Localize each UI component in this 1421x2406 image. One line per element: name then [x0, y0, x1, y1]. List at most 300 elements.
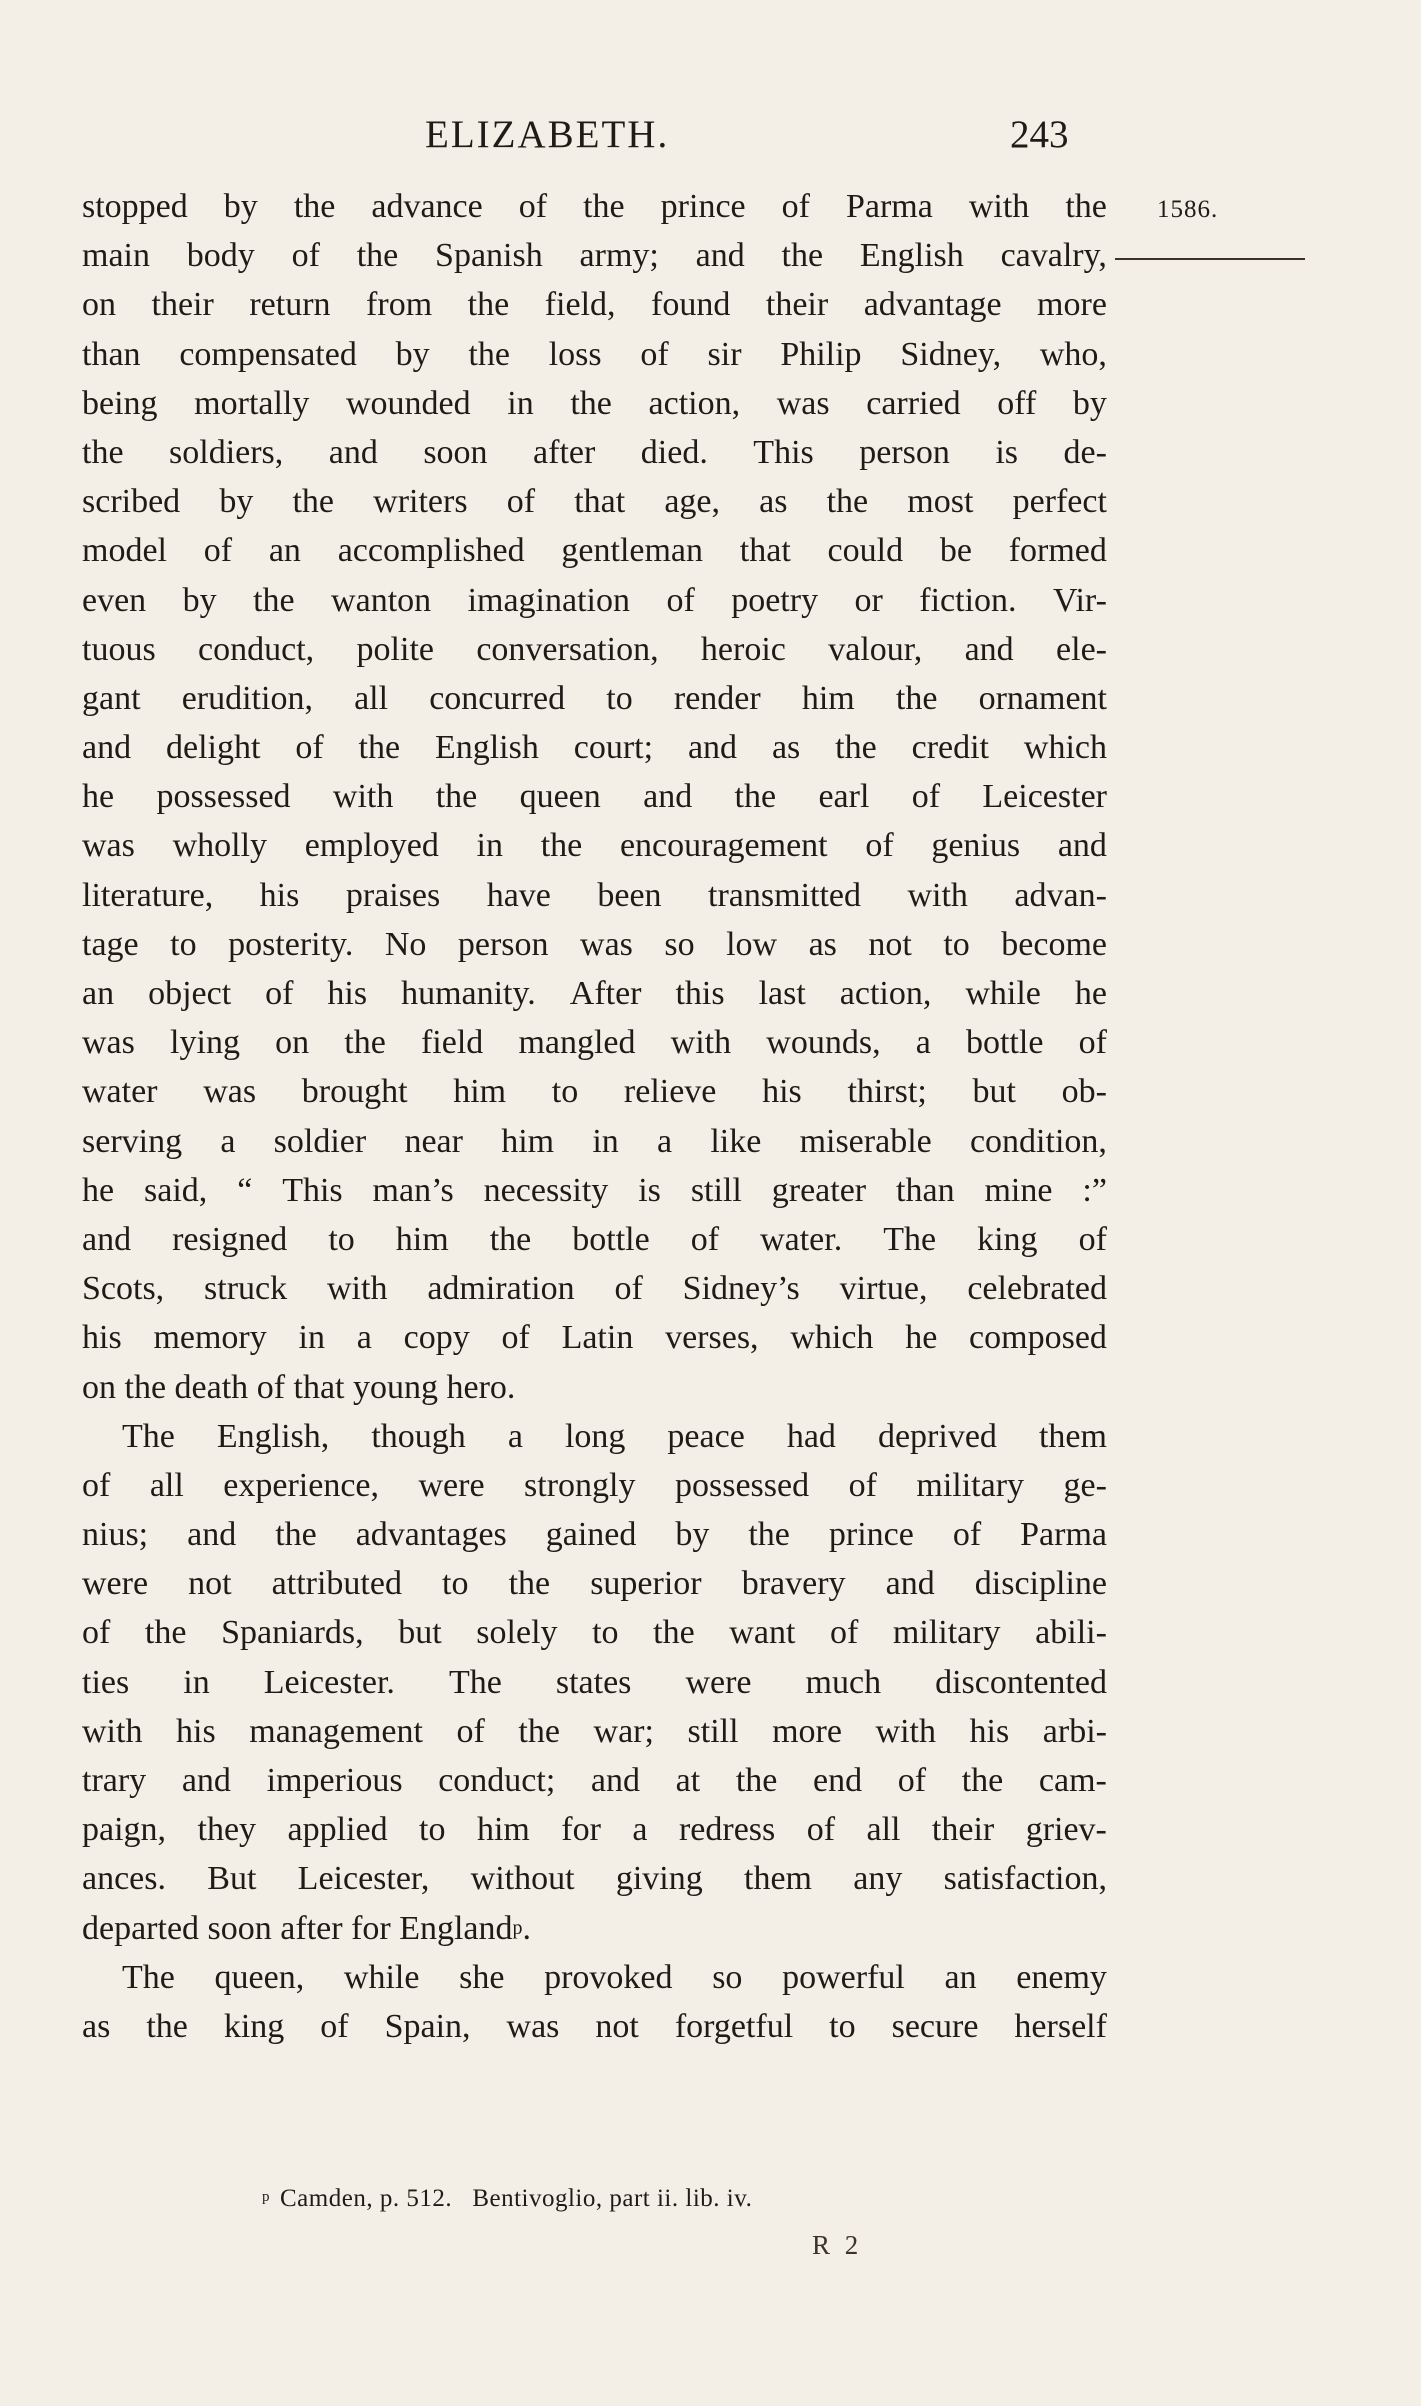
word: person: [457, 925, 549, 963]
word: lying: [170, 1024, 240, 1062]
word: low: [726, 925, 778, 963]
word: carried: [866, 384, 961, 422]
text-line: [82, 674, 1107, 723]
word: military: [916, 1466, 1025, 1504]
word: military: [892, 1614, 1001, 1652]
word: wounded: [346, 384, 471, 422]
word: forgetful: [674, 2007, 794, 2045]
word: all: [866, 1811, 901, 1849]
word: by: [219, 483, 254, 521]
word: compensated: [179, 335, 357, 373]
word: even: [82, 581, 147, 619]
word: wholly: [172, 827, 268, 865]
word: said,: [144, 1171, 208, 1209]
word: After: [569, 975, 642, 1012]
word: of: [320, 2007, 349, 2045]
word: him: [476, 1811, 530, 1849]
word: with: [875, 1712, 936, 1750]
word: of: [806, 1811, 836, 1849]
word: condition,: [969, 1122, 1107, 1160]
word: field: [420, 1024, 484, 1062]
word: Leicester.: [263, 1663, 395, 1701]
word: resigned: [172, 1220, 288, 1258]
text-line: [82, 772, 1107, 821]
word: the: [518, 1712, 560, 1750]
word: for: [351, 1909, 400, 1947]
word: of: [82, 1466, 111, 1504]
text-line: [82, 969, 1107, 1018]
word: mine: [984, 1171, 1053, 1209]
word: But: [207, 1860, 257, 1898]
word: heroic: [700, 630, 786, 668]
word: the: [781, 237, 824, 275]
word: of: [640, 335, 669, 373]
word: queen: [519, 778, 601, 816]
word: of: [518, 188, 548, 225]
word: the: [653, 1614, 695, 1652]
word: of: [1078, 1024, 1107, 1062]
word: “: [237, 1171, 253, 1209]
word: as: [808, 925, 837, 963]
word: than: [896, 1171, 955, 1209]
word: nius;: [82, 1516, 149, 1554]
word: humanity.: [401, 975, 536, 1012]
word: is: [638, 1171, 661, 1209]
word: valour,: [828, 630, 923, 668]
word: applied: [287, 1811, 388, 1849]
word: with: [82, 1712, 143, 1750]
word: with: [670, 1024, 732, 1062]
word: could: [827, 532, 904, 570]
word: provoked: [544, 1958, 673, 1996]
word: by: [675, 1516, 710, 1554]
word: redress: [678, 1811, 776, 1849]
word: that: [739, 532, 791, 570]
word: queen,: [214, 1958, 305, 1996]
word: advantages: [355, 1516, 507, 1554]
word: him: [801, 679, 855, 717]
word: English: [434, 729, 539, 767]
word: Leicester,: [297, 1860, 430, 1898]
word: so: [664, 925, 695, 963]
word: verses,: [665, 1319, 759, 1357]
word: secure: [891, 2007, 979, 2045]
word: off: [997, 384, 1037, 422]
word: ge-: [1063, 1466, 1107, 1504]
text-line: [82, 1904, 1107, 1953]
word: to: [170, 925, 197, 963]
word: not: [595, 2007, 639, 2045]
word: the: [292, 483, 335, 521]
word: in: [592, 1122, 619, 1160]
footnote: [262, 2185, 752, 2213]
word: but: [972, 1073, 1016, 1111]
word: to: [442, 1565, 469, 1603]
word: were: [685, 1663, 752, 1701]
word: loss: [548, 335, 602, 373]
word: Philip: [780, 335, 862, 373]
word: The: [122, 1958, 175, 1996]
word: Vir-: [1052, 581, 1107, 619]
text-line: [82, 1510, 1107, 1559]
word: a: [632, 1811, 648, 1849]
word: a: [915, 1024, 931, 1062]
word: transmitted: [708, 876, 861, 914]
word: sir: [707, 335, 742, 373]
word: return: [249, 286, 331, 324]
word: to: [829, 2007, 856, 2045]
word: Scots,: [82, 1270, 165, 1308]
word: was: [580, 925, 633, 963]
word: ances.: [82, 1860, 167, 1898]
text-line: [82, 2002, 1107, 2051]
word: while: [343, 1958, 420, 1996]
word: object: [148, 975, 232, 1012]
word: of: [265, 975, 294, 1012]
word: and: [964, 630, 1014, 668]
word: him: [395, 1220, 449, 1258]
word: the: [489, 1220, 532, 1258]
word: the: [275, 1516, 317, 1554]
word: from: [366, 286, 433, 324]
word: of: [456, 1712, 485, 1750]
text-line: [82, 1412, 1107, 1461]
word: was: [82, 1024, 135, 1062]
word: was: [506, 2007, 560, 2045]
word: them: [744, 1860, 812, 1898]
word: Spanish: [435, 237, 543, 275]
word: struck: [204, 1270, 288, 1308]
text-line: [82, 1559, 1107, 1608]
word: age,: [664, 483, 720, 521]
word: action,: [648, 384, 741, 422]
word: griev-: [1025, 1811, 1107, 1849]
word: wounds,: [766, 1024, 881, 1062]
word: found: [651, 286, 731, 324]
word: any: [853, 1860, 903, 1898]
word: more: [1037, 286, 1107, 324]
word: Parma: [1020, 1516, 1107, 1554]
word: soon: [207, 1909, 281, 1947]
word: bravery: [741, 1565, 846, 1603]
word: advance: [371, 188, 483, 225]
text-line: [82, 625, 1107, 674]
text-line: [82, 871, 1107, 920]
word: army;: [579, 237, 659, 275]
word: imagination: [467, 581, 630, 619]
word: accomplished: [337, 532, 525, 570]
word: on: [82, 1368, 125, 1406]
word: near: [404, 1122, 463, 1160]
word: earl: [818, 778, 870, 816]
text-line: [82, 1264, 1107, 1313]
word: departed: [82, 1909, 208, 1947]
word: attributed: [271, 1565, 402, 1603]
word: conversation,: [476, 630, 659, 668]
word: of: [291, 237, 320, 275]
running-title: ELIZABETH.: [425, 113, 670, 156]
text-line: [82, 330, 1107, 379]
word: advan-: [1014, 876, 1107, 914]
word: the: [583, 188, 625, 225]
word: wanton: [331, 581, 432, 619]
word: a: [507, 1417, 523, 1455]
word: was: [776, 384, 830, 422]
word: of: [690, 1220, 720, 1258]
word: water: [82, 1073, 158, 1111]
word: and: [590, 1762, 640, 1799]
word: as: [82, 2007, 111, 2045]
text-line: [82, 1854, 1107, 1903]
text-line: [82, 428, 1107, 477]
word: become: [1001, 925, 1107, 963]
word: render: [673, 679, 761, 717]
word: his: [82, 1319, 122, 1357]
text-line: [82, 1215, 1107, 1264]
word: on: [275, 1024, 310, 1062]
word: formed: [1008, 532, 1107, 570]
word: court;: [573, 729, 654, 767]
word: for: [561, 1811, 601, 1849]
text-line: [82, 1953, 1107, 2002]
word: Latin: [561, 1319, 634, 1357]
word: experience,: [223, 1466, 380, 1504]
word: The: [122, 1417, 175, 1455]
word: in: [476, 827, 503, 865]
word: virtue,: [839, 1270, 928, 1308]
word: memory: [153, 1319, 267, 1357]
word: the: [570, 384, 612, 422]
word: main: [82, 237, 150, 275]
word: soldier: [273, 1122, 367, 1160]
word: thirst;: [847, 1073, 927, 1111]
word: of: [256, 1368, 294, 1406]
word: want: [729, 1614, 796, 1652]
word: of: [666, 581, 695, 619]
word: though: [371, 1417, 466, 1455]
word: hero.: [446, 1368, 516, 1406]
word: superior: [590, 1565, 702, 1603]
word: the: [826, 483, 869, 521]
word: ties: [82, 1663, 130, 1701]
text-line: [82, 1363, 1107, 1412]
word: person: [859, 433, 950, 471]
word: The: [448, 1663, 502, 1701]
word: management: [249, 1712, 423, 1750]
word: an: [82, 975, 115, 1012]
word: ob-: [1061, 1073, 1107, 1111]
text-line: [82, 1067, 1107, 1116]
word: discipline: [974, 1565, 1107, 1603]
word: ele-: [1056, 630, 1107, 668]
word: miserable: [799, 1122, 932, 1160]
text-line: [82, 280, 1107, 329]
word: of: [82, 1614, 111, 1652]
word: king: [223, 2007, 285, 2045]
text-line: [82, 1166, 1107, 1215]
word: stopped: [82, 188, 188, 225]
word: concurred: [429, 679, 566, 717]
word: he: [82, 1171, 115, 1209]
word: prince: [828, 1516, 914, 1554]
text-line: [82, 477, 1107, 526]
word: of: [829, 1614, 859, 1652]
word: of: [781, 188, 810, 225]
word: and: [187, 1516, 237, 1554]
text-line: [82, 1707, 1107, 1756]
word: by: [223, 188, 258, 225]
word: to: [606, 679, 633, 717]
word: deprived: [877, 1417, 997, 1455]
word: bottle: [965, 1024, 1044, 1062]
word: gentleman: [561, 532, 704, 570]
word: but: [398, 1614, 442, 1652]
signature-mark: R 2: [812, 2230, 863, 2260]
word: of: [506, 483, 536, 521]
text-line: [82, 1018, 1107, 1067]
word: necessity: [483, 1171, 609, 1209]
word: copy: [403, 1319, 470, 1357]
word: herself: [1014, 2007, 1107, 2045]
word: poetry: [731, 581, 819, 619]
word: English: [859, 237, 964, 275]
word: or: [854, 581, 883, 619]
word: without: [470, 1860, 575, 1898]
word: greater: [771, 1171, 867, 1209]
word: model: [82, 532, 167, 570]
word: Sidney’s: [682, 1270, 800, 1308]
word: still: [690, 1171, 742, 1209]
word: he: [1074, 975, 1107, 1012]
word: strongly: [524, 1466, 636, 1504]
word: ornament: [978, 679, 1107, 717]
word: with: [327, 1270, 388, 1308]
word: tage: [82, 925, 139, 963]
word: he: [905, 1319, 938, 1357]
word: his: [176, 1712, 216, 1750]
word: he: [82, 778, 115, 816]
word: had: [786, 1417, 836, 1455]
word: peace: [667, 1417, 745, 1455]
word: enemy: [1016, 1958, 1107, 1996]
word: conduct,: [198, 630, 315, 668]
word: him: [501, 1122, 555, 1160]
word: to: [551, 1073, 579, 1111]
word: the: [144, 1614, 187, 1652]
word: this: [675, 975, 725, 1012]
word: Parma: [845, 188, 933, 225]
text-line: [82, 576, 1107, 625]
word: abili-: [1035, 1614, 1107, 1652]
word: Sidney,: [900, 335, 1002, 373]
word: mangled: [518, 1024, 636, 1062]
word: of: [614, 1270, 643, 1308]
word: an: [268, 532, 301, 570]
word: end: [813, 1762, 863, 1799]
word: of: [952, 1516, 982, 1554]
word: king: [977, 1220, 1038, 1258]
word: died.: [640, 433, 708, 471]
word: after: [280, 1909, 352, 1947]
word: as: [771, 729, 801, 767]
word: in: [183, 1663, 210, 1701]
word: their: [931, 1811, 995, 1849]
word: by: [182, 581, 217, 619]
word: his: [259, 876, 300, 914]
word: powerful: [782, 1958, 905, 1996]
text-line: [82, 1313, 1107, 1362]
word: of: [501, 1319, 530, 1357]
word: and: [181, 1762, 231, 1799]
word: his: [762, 1073, 802, 1111]
word: were: [418, 1466, 485, 1504]
word: have: [486, 876, 551, 914]
word: his: [969, 1712, 1010, 1750]
word: England: [399, 1909, 513, 1947]
word: still: [687, 1712, 739, 1750]
word: like: [710, 1122, 762, 1160]
word: the: [82, 433, 124, 471]
body-text: [82, 182, 1107, 2051]
word: to: [328, 1220, 355, 1258]
word: Spain,: [384, 2007, 471, 2045]
word: English,: [216, 1417, 330, 1455]
word: composed: [969, 1319, 1107, 1357]
word: most: [907, 483, 974, 521]
word: that: [293, 1368, 353, 1406]
word: last: [758, 975, 806, 1012]
word: all: [354, 679, 389, 717]
word: a: [220, 1122, 236, 1160]
word: Leicester: [982, 778, 1107, 816]
text-line: [82, 526, 1107, 575]
word: with: [332, 778, 394, 816]
text-line: [82, 821, 1107, 870]
word: employed: [304, 827, 439, 865]
word: gained: [545, 1516, 637, 1554]
text-line: [82, 920, 1107, 969]
word: was: [203, 1073, 257, 1111]
page-header: [0, 112, 1421, 172]
word: and: [82, 1220, 132, 1258]
word: discontented: [935, 1663, 1107, 1701]
word: their: [765, 286, 829, 324]
word: cam-: [1038, 1762, 1107, 1799]
word: the: [356, 237, 399, 275]
word: :”: [1082, 1171, 1107, 1209]
word: by: [395, 335, 430, 373]
word: of: [848, 1466, 877, 1504]
word: in: [507, 384, 534, 422]
word: to: [943, 925, 970, 963]
word: the: [748, 1516, 790, 1554]
word: the: [734, 778, 777, 816]
word: credit: [911, 729, 990, 767]
word: be: [939, 532, 972, 570]
word: genius: [931, 827, 1021, 865]
word: the: [435, 778, 478, 816]
word: is: [995, 433, 1019, 471]
word: posterity.: [228, 925, 354, 963]
word: at: [675, 1762, 701, 1799]
word: their: [151, 286, 214, 324]
word: .: [522, 1909, 532, 1947]
word: de-: [1063, 433, 1107, 471]
word: and: [643, 778, 693, 816]
text-line: [82, 1608, 1107, 1657]
word: who,: [1039, 335, 1107, 373]
word: the: [468, 335, 510, 373]
